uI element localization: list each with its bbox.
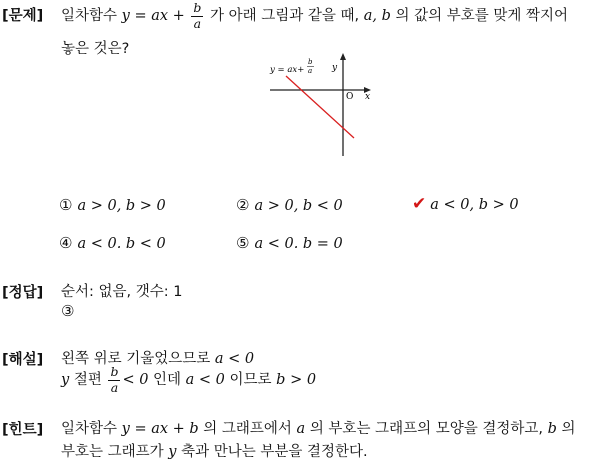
hint-text-b: 의 그래프에서 (203, 421, 292, 437)
question-text-b: 가 아래 그림과 같을 때, (210, 8, 360, 24)
checkmark-icon: ✔ (412, 194, 427, 214)
explanation-math-c: a < 0 (185, 372, 225, 388)
hint-var-a: a (296, 421, 306, 437)
hint-text-c: 의 부호는 그래프의 모양을 결정하고, (309, 421, 543, 437)
hint-math-a: y = ax + b (121, 421, 199, 437)
question-line-2: 놓은 것은? (61, 41, 130, 57)
fraction-numerator: b (193, 0, 202, 15)
x-axis-label: x (365, 92, 371, 102)
graph-equation-denominator: a (308, 67, 313, 75)
choice-5[interactable] (236, 234, 343, 252)
choice-3[interactable] (414, 194, 519, 214)
graph-equation-numerator: b (308, 58, 313, 66)
question-text-c: 의 값의 부호를 맞게 짝지어 (395, 8, 569, 24)
y-axis-label: y (332, 63, 338, 73)
choice-2[interactable] (236, 196, 343, 214)
explanation-text-b: 절편 (73, 372, 102, 388)
graph-line (286, 76, 354, 138)
answer-line-1: 순서: 없음, 갯수: 1 (61, 284, 183, 300)
choice-1[interactable] (59, 196, 166, 214)
choice-marker: ① (59, 196, 73, 214)
hint-text-a: 일차함수 (61, 421, 118, 437)
question-fraction (191, 2, 203, 30)
choice-marker: ⑤ (236, 234, 250, 252)
question-var-b: b (381, 8, 391, 24)
choice-text: a < 0, b > 0 (430, 197, 519, 213)
explanation-math-a: a < 0 (214, 351, 255, 367)
hint-text-e: 부호는 그래프가 (61, 444, 164, 460)
hint-line-2 (61, 440, 368, 461)
explanation-label: [해설] (2, 352, 44, 368)
fraction-numerator: b (110, 364, 119, 379)
question-line-1 (61, 2, 568, 30)
hint-var-y: y (168, 444, 177, 460)
origin-label: O (346, 92, 354, 102)
explanation-text-a: 왼쪽 위로 기울었으므로 (61, 351, 211, 367)
question-label: [문제] (2, 8, 44, 24)
choice-text: a > 0, b < 0 (254, 198, 343, 214)
graph-equation-label: y = ax+ (270, 65, 305, 75)
explanation-y: y (61, 372, 70, 388)
y-axis-arrow (340, 53, 346, 60)
explanation-math-b: < 0 (122, 372, 149, 388)
choice-text: a < 0. b < 0 (77, 236, 166, 252)
hint-label: [힌트] (2, 422, 44, 438)
choice-text: a < 0. b = 0 (254, 236, 343, 252)
hint-line-1 (61, 417, 576, 438)
choice-marker: ② (236, 196, 250, 214)
hint-text-d: 의 (561, 421, 576, 437)
choice-marker: ④ (59, 234, 73, 252)
answer-label: [정답] (2, 285, 44, 301)
choice-text: a > 0, b > 0 (77, 198, 166, 214)
question-equation: y = ax + (121, 8, 190, 24)
explanation-text-c: 인데 (153, 372, 182, 388)
question-var-a: a, (363, 8, 377, 24)
answer-line-2: ③ (61, 302, 75, 320)
explanation-math-d: b > 0 (276, 372, 317, 388)
explanation-text-d: 이므로 (229, 372, 272, 388)
graph-figure (262, 52, 374, 160)
hint-text-f: 축과 만나는 부분을 결정한다. (181, 444, 368, 460)
fraction-denominator: a (110, 379, 119, 395)
choice-4[interactable] (59, 234, 166, 252)
explanation-fraction (108, 366, 120, 394)
fraction-denominator: a (193, 15, 202, 31)
question-text-a: 일차함수 (61, 8, 118, 24)
explanation-line-2 (61, 366, 316, 394)
explanation-line-1 (61, 347, 254, 368)
hint-var-b: b (547, 421, 557, 437)
